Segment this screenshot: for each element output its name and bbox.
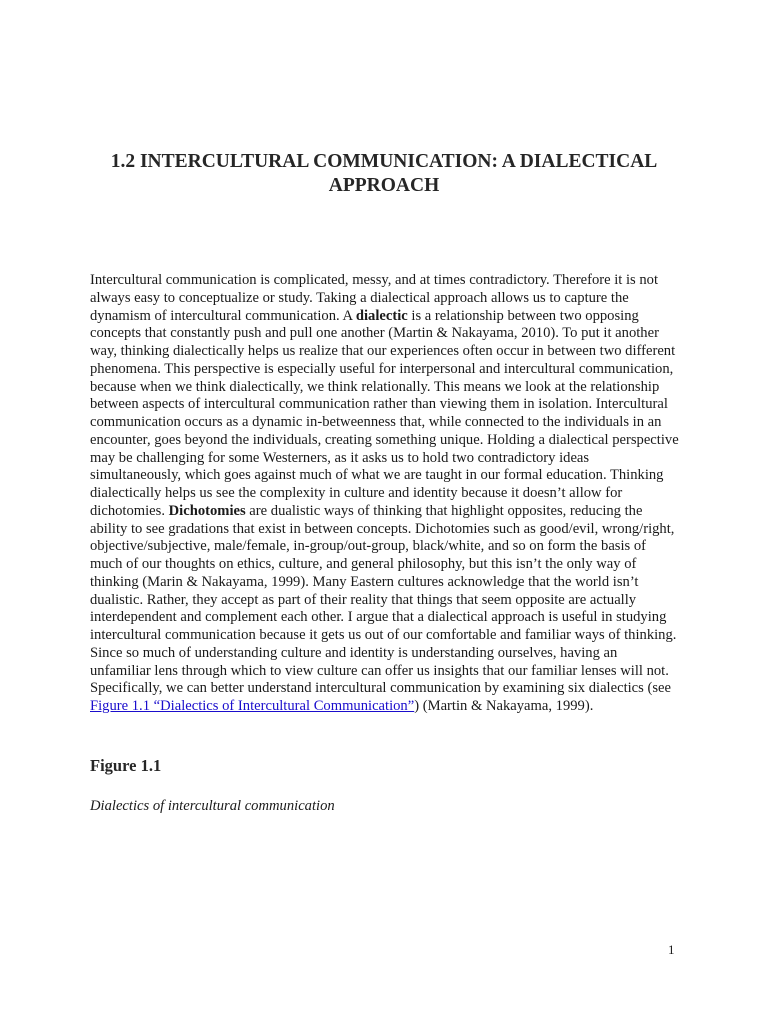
paragraph-text-4: ) (Martin & Nakayama, 1999).	[414, 698, 594, 714]
figure-caption: Dialectics of intercultural communication	[90, 798, 335, 814]
term-dichotomies: Dichotomies	[168, 502, 246, 519]
paragraph-text-2: is a relationship between two opposing concepts that constantly push and pull one another (Martin & Nakayama, 2010). To put it another way, thinking dialectically helps us realize that our experiences often occur in between two different phenomena. This perspective is especially useful for interpersonal and intercultural communication, because when we think dialectically, we think relationally. This means we look at the relationship between aspects of intercultural communication rather than viewing them in isolation. Intercultural communication occurs as a dynamic in-betweenness that, while connected to the individuals in an encounter, goes beyond the individuals, creating something unique. Holding a dialectical perspective may be challenging for some Westerners, as it asks us to hold two contradictory ideas simultaneously, which goes against much of what we are taught in our formal education. Thinking dialectically helps us see the complexity in culture and identity because it doesn’t allow for dichotomies.	[90, 307, 679, 519]
page-number: 1	[668, 942, 675, 957]
paragraph-text-1: Intercultural communication is complicated, messy, and at times contradictory. Therefore it is not always easy to conceptualize or study. Taking a dialectical approach allows us to capture the dynamism of intercultural communication. A	[90, 272, 659, 324]
body-paragraph	[90, 272, 680, 716]
page-title: 1.2 INTERCULTURAL COMMUNICATION: A DIALECTICAL APPROACH	[110, 151, 658, 196]
paragraph-text-3: are dualistic ways of thinking that highlight opposites, reducing the ability to see gradations that exist in between concepts. Dichotomies such as good/evil, wrong/right, objective/subjective, male/female, in-group/out-group, black/white, and so on form the basis of much of our thoughts on ethics, culture, and general philosophy, but this isn’t the only way of thinking (Marin & Nakayama, 1999). Many Eastern cultures acknowledge that the world isn’t dualistic. Rather, they accept as part of their reality that things that seem opposite are actually interdependent and complement each other. I argue that a dialectical approach is useful in studying intercultural communication because it gets us out of our comfortable and familiar ways of thinking. Since so much of understanding culture and identity is understanding ourselves, having an unfamiliar lens through which to view culture can offer us insights that our familiar lenses will not. Specifically, we can better understand intercultural communication by examining six dialectics (see	[90, 502, 677, 697]
term-dialectic: dialectic	[355, 307, 408, 324]
figure-reference-link[interactable]: Figure 1.1 “Dialectics of Intercultural Communication”	[90, 698, 415, 714]
figure-label: Figure 1.1	[90, 756, 162, 775]
